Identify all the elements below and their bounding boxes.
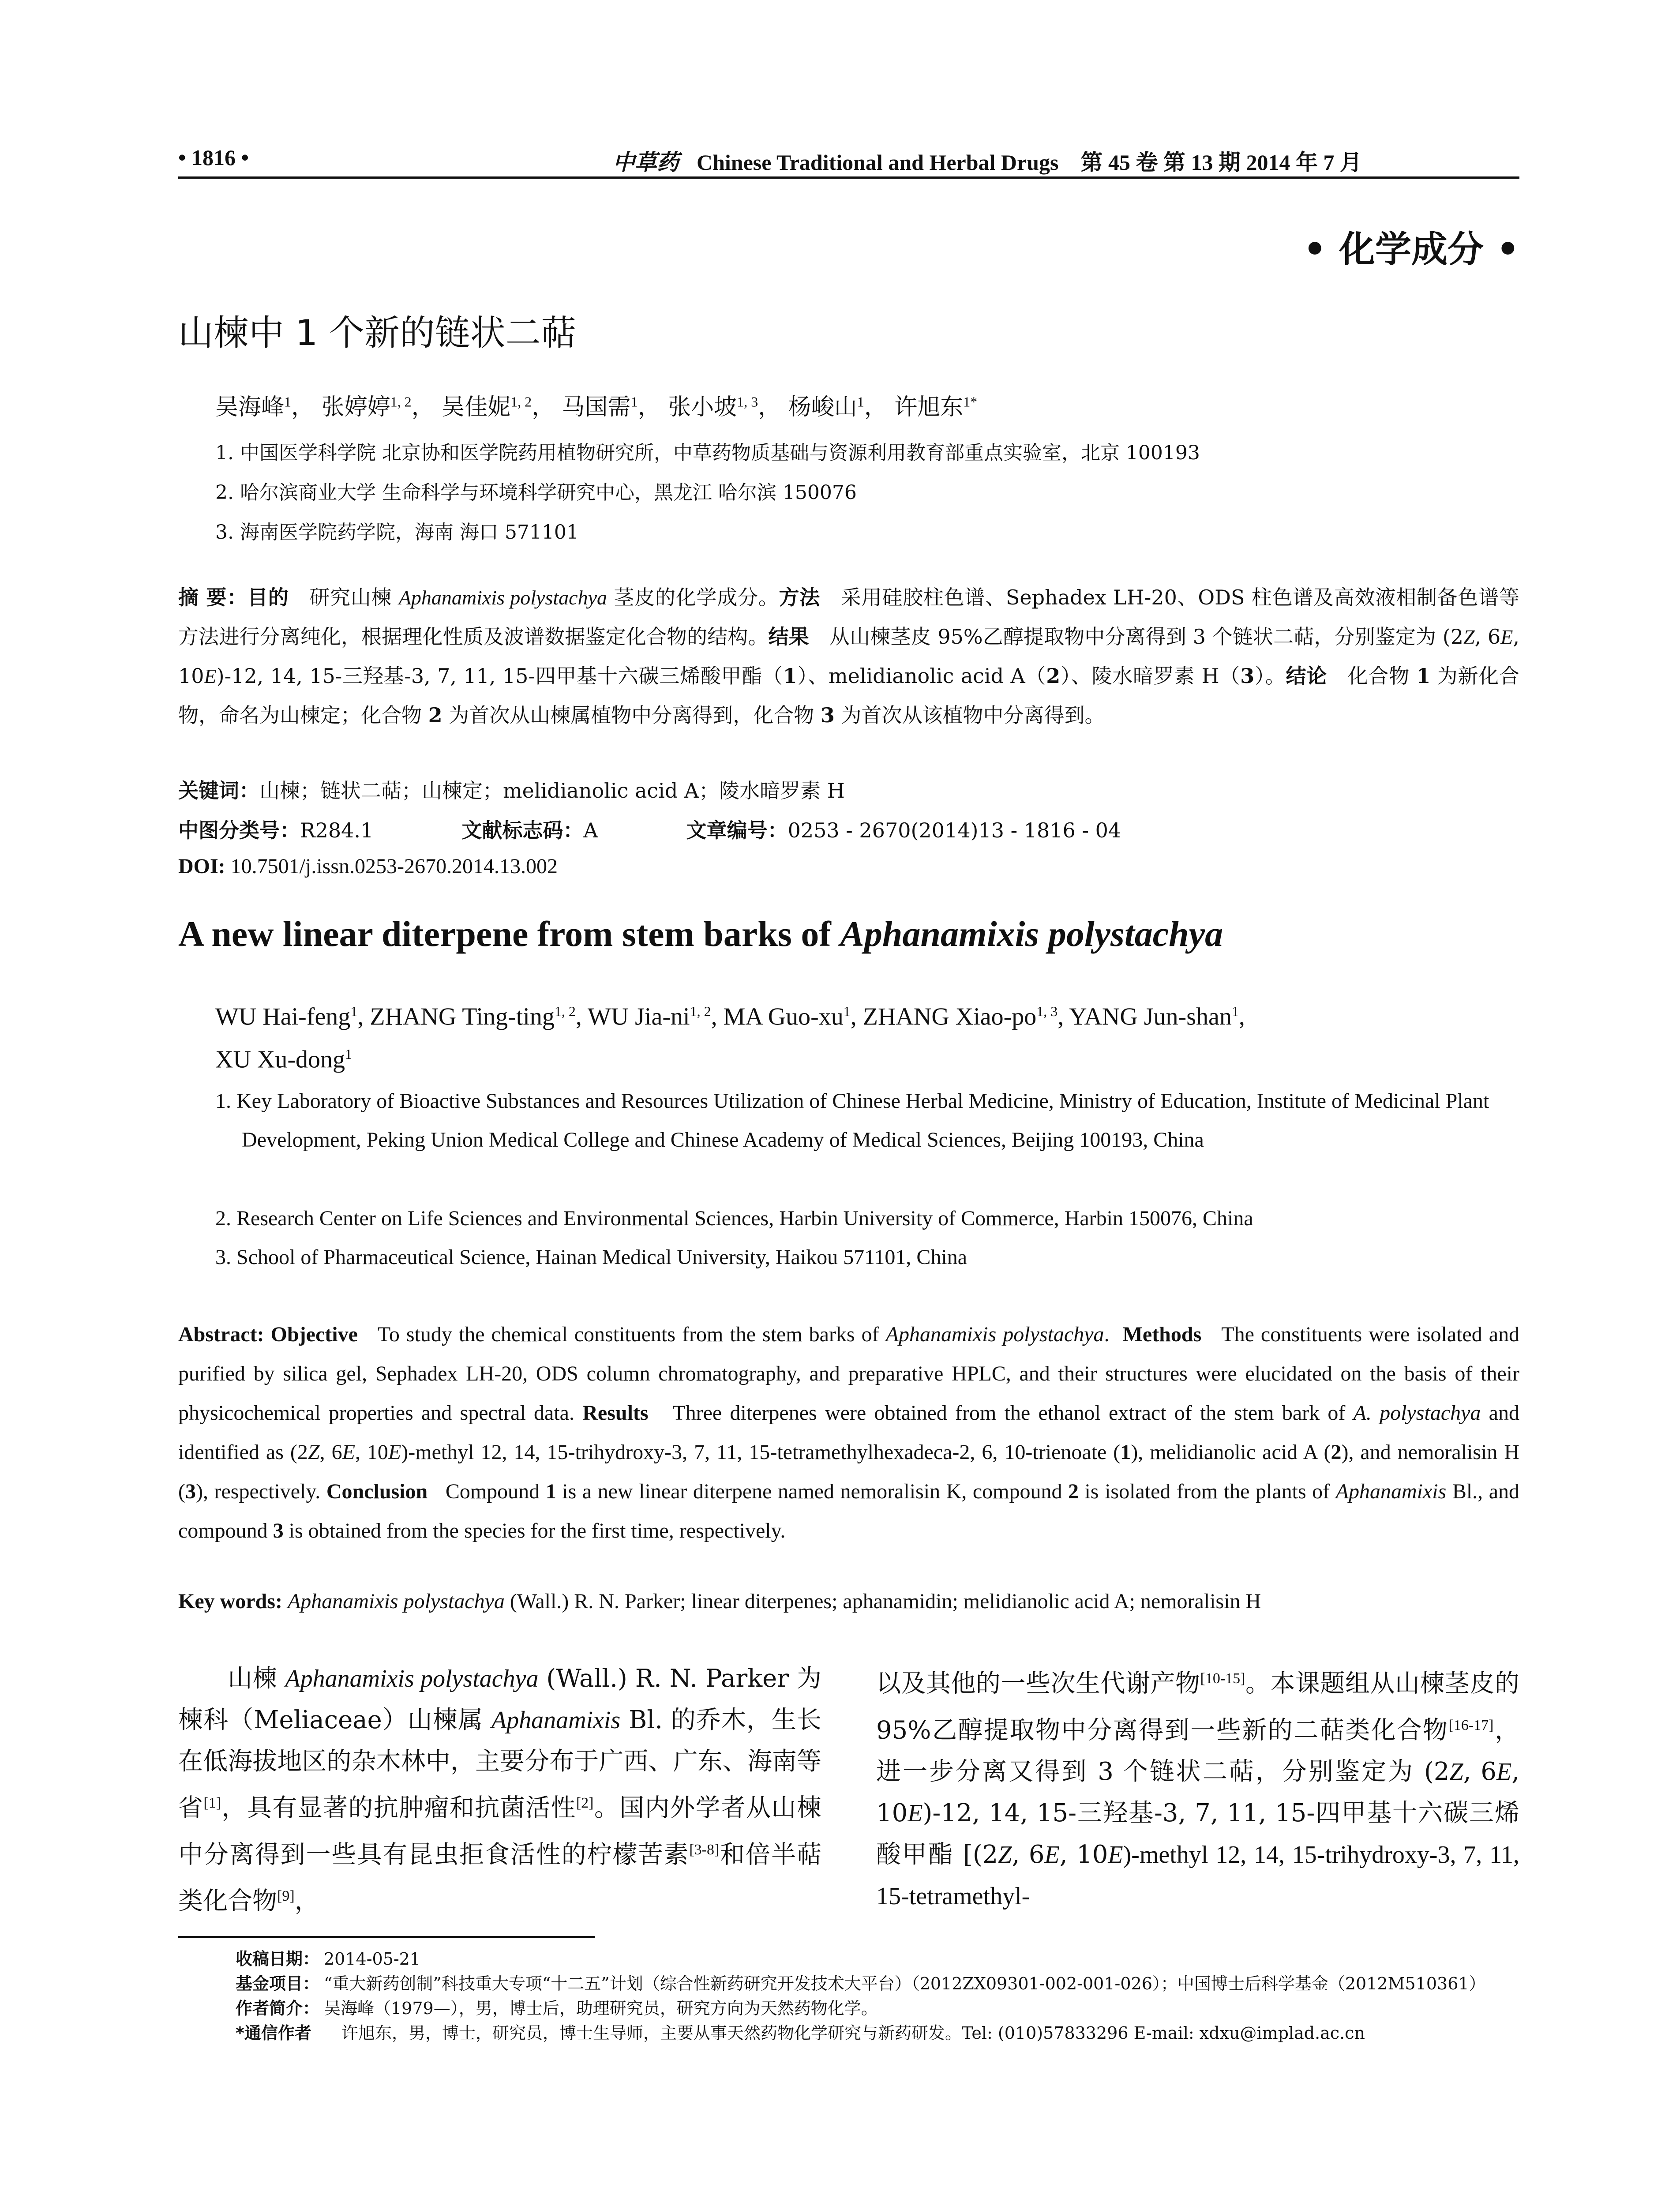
abstract-en [178, 1315, 1519, 1550]
author-name: 张婷婷 [321, 394, 390, 420]
clc-label: 中图分类号： [178, 818, 300, 842]
classification-line [178, 814, 1121, 844]
received-date: 2014-05-21 [324, 1949, 421, 1969]
body-column-right [876, 1658, 1519, 1917]
affiliation-en: 2. Research Center on Life Sciences and Environmental Sciences, Harbin University of Commerce, Harbin 150076, China [215, 1207, 1253, 1230]
doi-label: DOI: [178, 855, 225, 878]
objective-text: To study the chemical constituents from the stem barks of [377, 1323, 886, 1346]
compound-number: 3 [273, 1519, 284, 1542]
author-list-en: WU Hai-feng$^1$, ZHANG Ting-ting$^{1, 2}$, WU Jia-ni$^{1, 2}$, MA Guo-$xu^1$, ZHANG Xiao-po$^{1, 3}$, YANG Jun-shan$^1$, XU Xu-dong$^1$ [215, 1003, 1245, 1073]
body-text: 和倍半萜类化合物 [178, 1840, 821, 1916]
affiliation-cn: 1. 中国医学科学院 北京协和医学院药用植物研究所，中草药物质基础与资源利用教育部重点实验室，北京 100193 [215, 442, 1200, 464]
doc-code-label: 文献标志码： [461, 818, 584, 842]
doi-value: 10.7501/j.issn.0253-2670.2014.13.002 [230, 855, 558, 878]
results-text: ）、melidianolic acid A（ [797, 664, 1046, 688]
body-text: (Wall.) R. N. Parker 为楝科（Meliaceae）山楝属 [178, 1664, 821, 1734]
stereo-descriptor: E [388, 1441, 401, 1464]
citation: [2] [576, 1795, 594, 1811]
stereo-descriptor: Z [1449, 1758, 1463, 1786]
doc-code-value: A [583, 818, 598, 842]
stereo-descriptor: Z [308, 1441, 320, 1464]
objective-text: 研究山楝 [309, 585, 399, 609]
results-text: and identified as (2 [178, 1401, 1519, 1464]
objective-label: 目的 [248, 585, 289, 609]
results-text: ), melidianolic acid A ( [1131, 1441, 1331, 1464]
author-affiliation-mark: 1 [1231, 1003, 1239, 1019]
latin-name: Aphanamixis polystachya [840, 914, 1223, 954]
title-text: A new linear diterpene from stem barks of [178, 914, 840, 954]
author-name: ZHANG Ting-ting [370, 1003, 555, 1031]
fund-label: 基金项目： [236, 1974, 320, 1993]
body-text: ， [294, 1887, 319, 1916]
objective-text: . [1104, 1323, 1110, 1346]
corresponding-text: 许旭东，男，博士，研究员，博士生导师，主要从事天然药物化学研究与新药研发。Tel: (010)57833296 E-mail: xdxu@implad.ac.cn [341, 2023, 1365, 2043]
results-text: )-12, 14, 15-三羟基-3, 7, 11, 15-四甲基十六碳三烯酸甲酯（ [216, 664, 783, 688]
stereo-descriptor: E [342, 1441, 355, 1464]
article-title-cn: 山楝中 1 个新的链状二萜 [178, 312, 576, 353]
header-divider [178, 176, 1519, 179]
author-affiliation-mark: 1* [963, 394, 978, 410]
journal-name [613, 145, 1362, 176]
compound-number: 2 [1068, 1480, 1079, 1503]
keywords-label: Key words: [178, 1590, 282, 1613]
methods-text: The constituents were isolated and purified by silica gel, Sephadex LH-20, ODS column chromatography, and preparative HPLC, and their structures were elucidated on the basis of their physicochemical properties and spectral data. [178, 1323, 1520, 1425]
body-column-left [178, 1658, 821, 1922]
results-text: , 6 [1474, 625, 1501, 649]
author-list-cn: 吴海峰$^1$， 张婷婷$^{1, 2}$， 吴佳妮$^{1, 2}$， 马国需$^1$， 张小坡$^{1, 3}$， 杨峻山$^1$， 许旭东$^{1*}$ [215, 394, 978, 420]
author-name: 吴海峰 [215, 394, 285, 420]
results-label: Results [582, 1401, 649, 1425]
conclusion-text: is obtained from the species for the first time, respectively. [283, 1519, 786, 1542]
footnote-author [178, 1996, 1519, 2021]
conclusion-text: 为首次从该植物中分离得到。 [834, 703, 1105, 727]
author-name: WU Hai-feng [215, 1003, 351, 1031]
author-name: WU Jia-ni [587, 1003, 690, 1031]
author-affiliation-mark: 1, 2 [510, 394, 532, 410]
running-header [178, 140, 1519, 180]
author-name: ZHANG Xiao-po [862, 1003, 1037, 1031]
objective-text: 茎皮的化学成分。 [607, 585, 779, 609]
body-text: )-methyl 12, 14, 15-trihydroxy-3, 7, 11, 15-tetramethyl- [876, 1841, 1520, 1910]
body-text: Bl. 的乔木，生长在低海拔地区的杂木林中，主要分布于广西、广东、海南等省 [178, 1706, 821, 1823]
methods-text: 采用硅胶柱色谱、Sephadex LH-20、ODS 柱色谱及高效液相制备色谱等方法进行分离纯化，根据理化性质及波谱数据鉴定化合物的结构。 [178, 585, 1520, 649]
latin-name: Aphanamixis [491, 1707, 621, 1734]
latin-name: Aphanamixis polystachya [885, 1323, 1104, 1346]
affiliation-cn: 2. 哈尔滨商业大学 生命科学与环境科学研究中心，黑龙江 哈尔滨 150076 [215, 481, 857, 504]
article-number-label: 文章编号： [686, 818, 788, 842]
footnote-corresponding [178, 2021, 1519, 2045]
compound-number: 1 [1120, 1441, 1131, 1464]
stereo-descriptor: E [1496, 1758, 1512, 1786]
author-bio-label: 作者简介： [236, 1999, 320, 2018]
conclusion-text: is isolated from the plants of [1079, 1480, 1336, 1503]
citation: [10-15] [1200, 1670, 1245, 1687]
corresponding-label: *通信作者 [236, 2023, 311, 2043]
latin-name: Aphanamixis [1335, 1480, 1447, 1503]
affiliation-en: 3. School of Pharmaceutical Science, Hainan Medical University, Haikou 571101, China [215, 1246, 967, 1269]
compound-number: 3 [1240, 664, 1255, 688]
author-bio-text: 吴海峰（1979—），男，博士后，助理研究员，研究方向为天然药物化学。 [324, 1999, 878, 2018]
body-text: 。国内外学者从山楝中分离得到一些具有昆虫拒食活性的柠檬苦素 [178, 1793, 822, 1869]
author-name: YANG Jun-shan [1069, 1003, 1232, 1031]
results-text: ), respectively. [195, 1480, 321, 1503]
stereo-descriptor: E [908, 1800, 923, 1827]
body-text: )-12, 14, 15-三羟基-3, 7, 11, 15-四甲基十六碳三烯酸甲酯 [(2 [876, 1799, 1519, 1869]
author-name: 杨峻山 [788, 394, 857, 420]
conclusion-text: 化合物 [1347, 664, 1417, 688]
author-name: 张小坡 [668, 394, 737, 420]
results-text: ）、陵水暗罗素 H（ [1060, 664, 1241, 688]
compound-number: 1 [545, 1480, 556, 1503]
results-text: Three diterpenes were obtained from the ethanol extract of the stem bark of [672, 1401, 1354, 1425]
journal-name-en: Chinese Traditional and Herbal Drugs [697, 150, 1059, 175]
body-text: , 10 [876, 1757, 1519, 1828]
author-affiliation-mark: 1, 2 [390, 394, 412, 410]
results-text: , 10 [178, 625, 1520, 688]
clc-value: R284.1 [300, 818, 374, 842]
body-text: ，具有显著的抗肿瘤和抗菌活性 [221, 1793, 576, 1823]
body-text: ，进一步分离又得到 3 个链状二萜，分别鉴定为 (2 [876, 1716, 1520, 1786]
footnote-divider [178, 1936, 595, 1938]
compound-number: 1 [783, 664, 797, 688]
author-affiliation-mark: 1 [350, 1003, 358, 1019]
abstract-cn [178, 578, 1519, 735]
citation: [16-17] [1448, 1717, 1494, 1733]
author-name: 马国需 [562, 394, 631, 420]
body-text: , 6 [1012, 1840, 1045, 1869]
results-text: )-methyl 12, 14, 15-trihydroxy-3, 7, 11, 15-tetramethylhexadeca-2, 6, 10-trienoate ( [401, 1441, 1121, 1464]
stereo-descriptor: E [1500, 626, 1513, 648]
citation: [1] [203, 1795, 221, 1811]
section-label: • 化学成分 • [1303, 229, 1519, 270]
author-name: MA Guo-xu [723, 1003, 844, 1031]
keywords-en [178, 1589, 1519, 1613]
compound-number: 3 [820, 703, 835, 727]
compound-number: 2 [1046, 664, 1061, 688]
author-affiliation-mark: 1 [284, 394, 292, 410]
methods-label: 方法 [779, 585, 821, 609]
author-affiliation-mark: 1 [843, 1003, 851, 1019]
body-text: 山楝 [228, 1664, 285, 1693]
stereo-descriptor: E [1044, 1841, 1060, 1869]
conclusion-text: 为首次从山楝属植物中分离得到，化合物 [442, 703, 821, 727]
compound-number: 2 [428, 703, 442, 727]
received-label: 收稿日期： [236, 1949, 320, 1969]
author-affiliation-mark: 1, 2 [554, 1003, 576, 1019]
keywords-label: 关键词： [178, 779, 259, 803]
latin-name: Aphanamixis polystachya [285, 1665, 539, 1692]
results-label: 结果 [768, 625, 809, 649]
keywords-cn [178, 775, 845, 804]
conclusion-text: is a new linear diterpene named nemoralisin K, compound [556, 1480, 1069, 1503]
results-text: , 6 [319, 1441, 342, 1464]
stereo-descriptor: Z [1463, 626, 1475, 648]
author-name: 许旭东 [894, 394, 964, 420]
page-number: • 1816 • [178, 145, 249, 170]
doi-line [178, 854, 558, 878]
results-text: ）。 [1254, 664, 1286, 688]
abstract-label: Abstract: [178, 1323, 264, 1346]
author-affiliation-mark: 1 [857, 394, 864, 410]
author-name: 吴佳妮 [442, 394, 511, 420]
latin-name: A. polystachya [1353, 1401, 1481, 1425]
abstract-label: 摘 要： [178, 585, 248, 609]
results-text: 从山楝茎皮 95%乙醇提取物中分离得到 3 个链状二萜，分别鉴定为 (2 [829, 625, 1464, 649]
methods-label: Methods [1122, 1323, 1202, 1346]
author-affiliation-mark: 1, 3 [1036, 1003, 1058, 1019]
journal-issue: 第 45 卷 第 13 期 2014 年 7 月 [1080, 150, 1362, 175]
footnote-fund [178, 1971, 1519, 1996]
fund-text: “重大新药创制”科技重大专项“十二五”计划（综合性新药研究开发技术大平台）（2012ZX09301-002-001-026）；中国博士后科学基金（2012M510361） [324, 1974, 1486, 1993]
author-affiliation-mark: 1 [630, 394, 638, 410]
keywords-text: 山楝；链状二萜；山楝定；melidianolic acid A；陵水暗罗素 H [259, 779, 845, 803]
conclusion-text: 为新化合物，命名为山楝定；化合物 [178, 664, 1520, 727]
results-text: ), and nemoralisin H ( [178, 1441, 1520, 1503]
author-affiliation-mark: 1 [345, 1046, 352, 1062]
conclusion-label: Conclusion [326, 1480, 428, 1503]
footnote-received [178, 1947, 1519, 1971]
author-name: XU Xu-dong [215, 1046, 345, 1073]
stereo-descriptor: E [204, 665, 217, 687]
results-text: , 10 [355, 1441, 388, 1464]
article-number-value: 0253 - 2670(2014)13 - 1816 - 04 [788, 818, 1121, 842]
author-affiliation-mark: 1, 3 [737, 394, 758, 410]
latin-name: Aphanamixis polystachya [398, 586, 607, 609]
affiliation-en: 1. Key Laboratory of Bioactive Substances and Resources Utilization of Chinese Herbal Medicine, Ministry of Education, Institute of Medicinal Plant Development, Peking Union Medical College and Chinese Academy of Medical Sciences, Beijing 100193, China [215, 1089, 1489, 1152]
citation: [9] [277, 1888, 295, 1905]
body-text: 以及其他的一些次生代谢产物 [876, 1669, 1200, 1698]
article-title-en [178, 913, 1223, 955]
stereo-descriptor: E [1108, 1841, 1123, 1869]
conclusion-text: Bl., and compound [178, 1480, 1519, 1542]
body-text: , 6 [1463, 1757, 1496, 1786]
latin-name: Aphanamixis polystachya [287, 1590, 505, 1613]
author-affiliation-mark: 1, 2 [690, 1003, 711, 1019]
keywords-text: (Wall.) R. N. Parker; linear diterpenes; aphanamidin; melidianolic acid A; nemoralisin H [504, 1590, 1261, 1613]
body-text: , 10 [1059, 1840, 1108, 1869]
citation: [3-8] [689, 1841, 720, 1858]
conclusion-text: Compound [445, 1480, 546, 1503]
affiliation-cn: 3. 海南医学院药学院，海南 海口 571101 [215, 521, 579, 544]
compound-number: 1 [1416, 664, 1431, 688]
body-text: 。本课题组从山楝茎皮的95%乙醇提取物中分离得到一些新的二萜类化合物 [876, 1669, 1520, 1745]
compound-number: 3 [185, 1480, 196, 1503]
footnotes [178, 1947, 1519, 2045]
stereo-descriptor: Z [998, 1841, 1012, 1869]
journal-name-cn: 中草药 [613, 149, 679, 175]
conclusion-label: 结论 [1286, 664, 1327, 688]
objective-label: Objective [270, 1323, 358, 1346]
compound-number: 2 [1331, 1441, 1342, 1464]
